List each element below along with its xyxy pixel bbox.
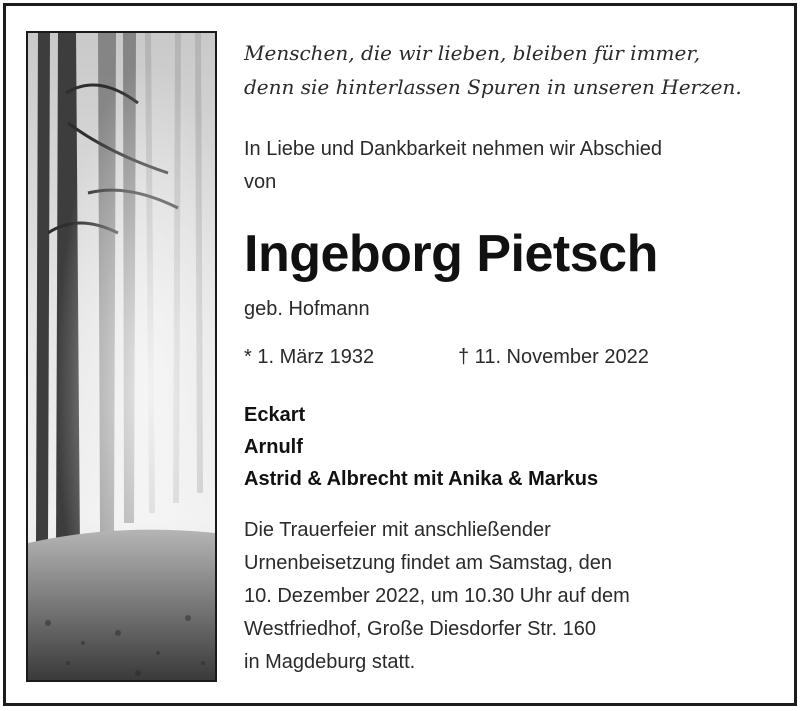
funeral-service-info: [244, 514, 630, 679]
farewell-intro: [244, 133, 662, 199]
service-line: Urnenbeisetzung findet am Samstag, den: [244, 552, 612, 574]
memorial-quote: [244, 36, 742, 104]
death-date: † 11. November 2022: [458, 346, 649, 368]
deceased-name: Ingeborg Pietsch: [244, 225, 658, 283]
misty-forest-photo: [26, 31, 217, 682]
mourner-name: Eckart: [244, 404, 306, 426]
quote-line: Menschen, die wir lieben, bleiben für immer,: [244, 41, 701, 65]
quote-line: denn sie hinterlassen Spuren in unseren Herzen.: [244, 75, 742, 99]
intro-line: In Liebe und Dankbarkeit nehmen wir Abschied: [244, 138, 663, 160]
maiden-name: geb. Hofmann: [244, 298, 370, 320]
service-line: Die Trauerfeier mit anschließender: [244, 519, 551, 541]
service-line: 10. Dezember 2022, um 10.30 Uhr auf dem: [244, 585, 630, 607]
mourner-name: Arnulf: [244, 436, 303, 458]
mourner-name: Astrid & Albrecht mit Anika & Markus: [244, 468, 599, 490]
service-line: in Magdeburg statt.: [244, 651, 416, 673]
obituary-frame: [3, 3, 797, 706]
intro-line: von: [244, 171, 277, 193]
mourners-list: [244, 399, 598, 495]
service-line: Westfriedhof, Große Diesdorfer Str. 160: [244, 618, 597, 640]
birth-date: * 1. März 1932: [244, 346, 375, 368]
